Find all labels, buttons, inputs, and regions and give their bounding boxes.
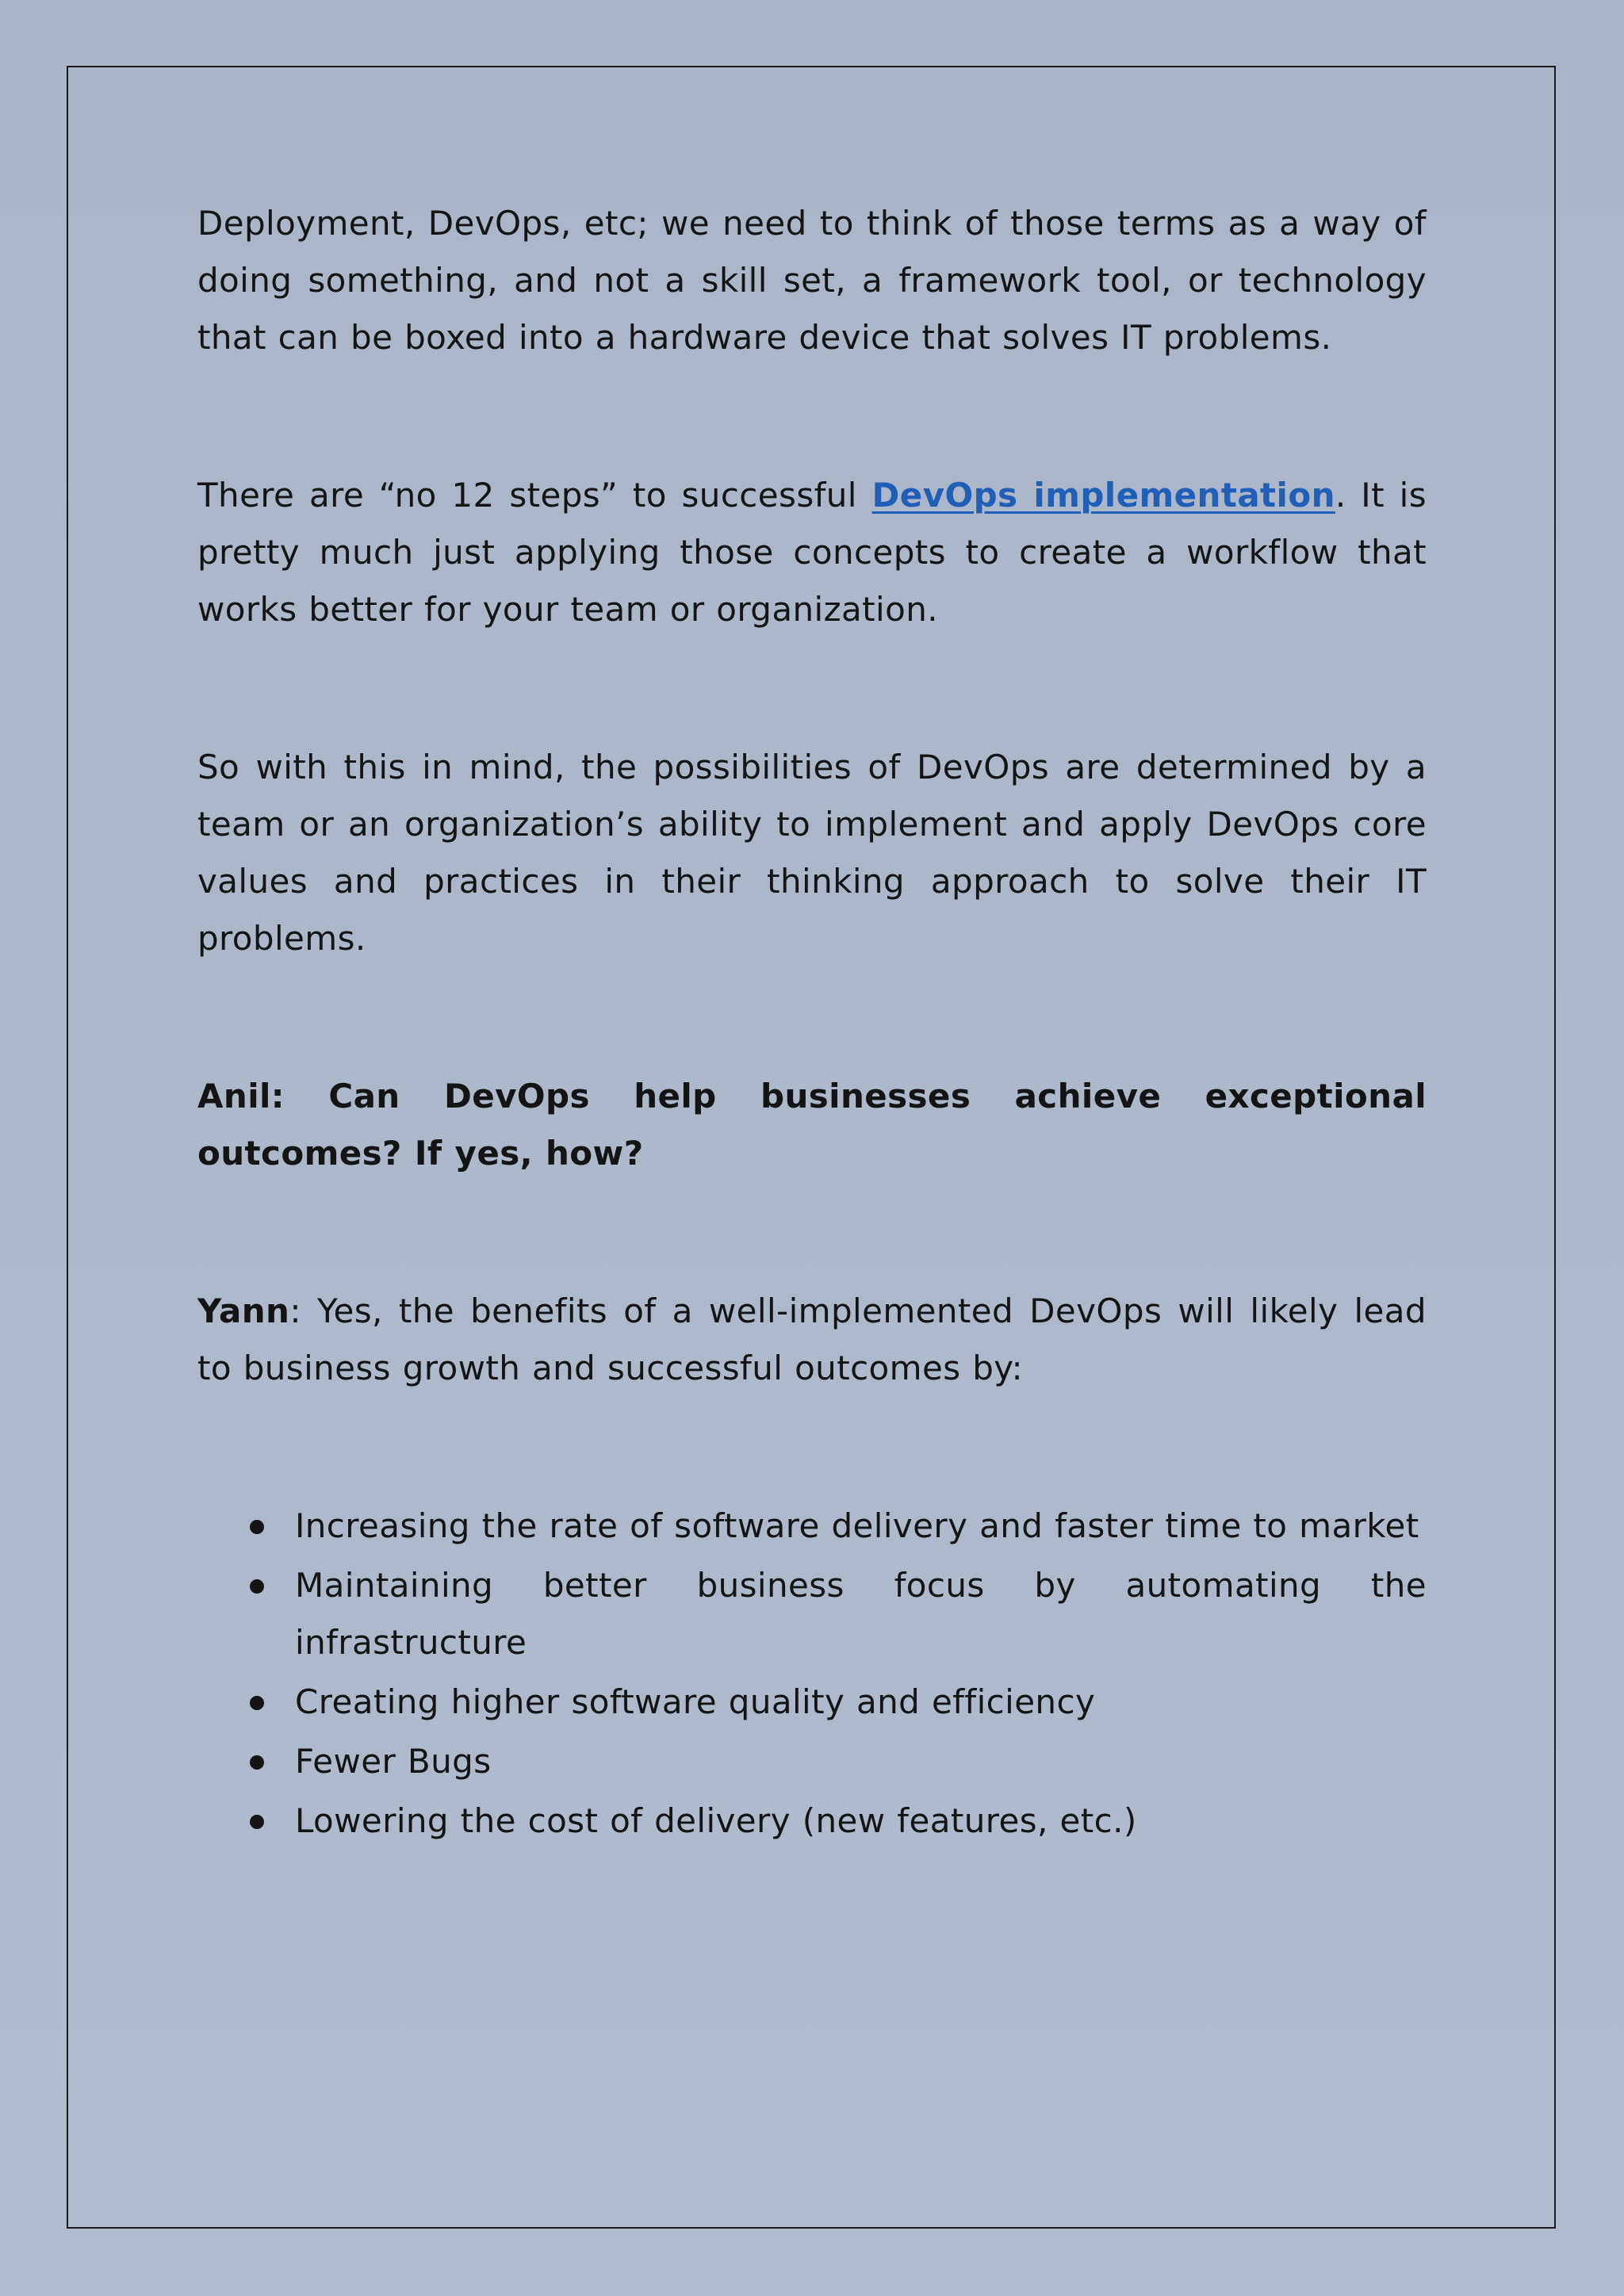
paragraph-deployment: Deployment, DevOps, etc; we need to think of those terms as a way of doing something, and not a skill set, a framework tool, or technology that can be boxed into a hardware device that solves IT problems. [197,204,1427,357]
list-item [197,1557,1427,1671]
paragraph-text-after-link: . It is pretty much just applying those concepts to create a workflow that works better for your team or organization. [197,476,1427,629]
benefits-list [197,1498,1427,1850]
answer-text: : Yes, the benefits of a well-implemented DevOps will likely lead to business growth and successful outcomes by: [197,1292,1427,1387]
list-item [197,1674,1427,1731]
paragraph-text-before-link: There are “no 12 steps” to successful [197,476,872,515]
devops-implementation-link[interactable]: DevOps implementation [871,476,1335,515]
paragraph-no-12-steps [197,467,1427,638]
list-item [197,1733,1427,1790]
list-item-text: Creating higher software quality and efficiency [295,1682,1096,1721]
bullet-icon [250,1579,264,1594]
list-item-text: Increasing the rate of software delivery and faster time to market [295,1506,1419,1545]
list-item [197,1498,1427,1555]
interview-question: Anil: Can DevOps help businesses achieve exceptional outcomes? If yes, how? [197,1077,1427,1173]
bullet-icon [250,1755,264,1770]
list-item [197,1793,1427,1850]
list-item-text: Fewer Bugs [295,1742,492,1781]
bullet-icon [250,1815,264,1829]
list-item-text: Lowering the cost of delivery (new features, etc.) [295,1801,1137,1840]
bullet-icon [250,1696,264,1710]
bullet-icon [250,1520,264,1534]
document-body [197,195,1427,1852]
paragraph-possibilities: So with this in mind, the possibilities of DevOps are determined by a team or an organization’s ability to implement and apply DevOps core values and practices in their thinking approach to solve their IT problems. [197,748,1427,958]
answer-speaker: Yann [197,1292,290,1330]
interview-answer [197,1283,1427,1397]
list-item-text: Maintaining better business focus by automating the infrastructure [295,1566,1427,1662]
